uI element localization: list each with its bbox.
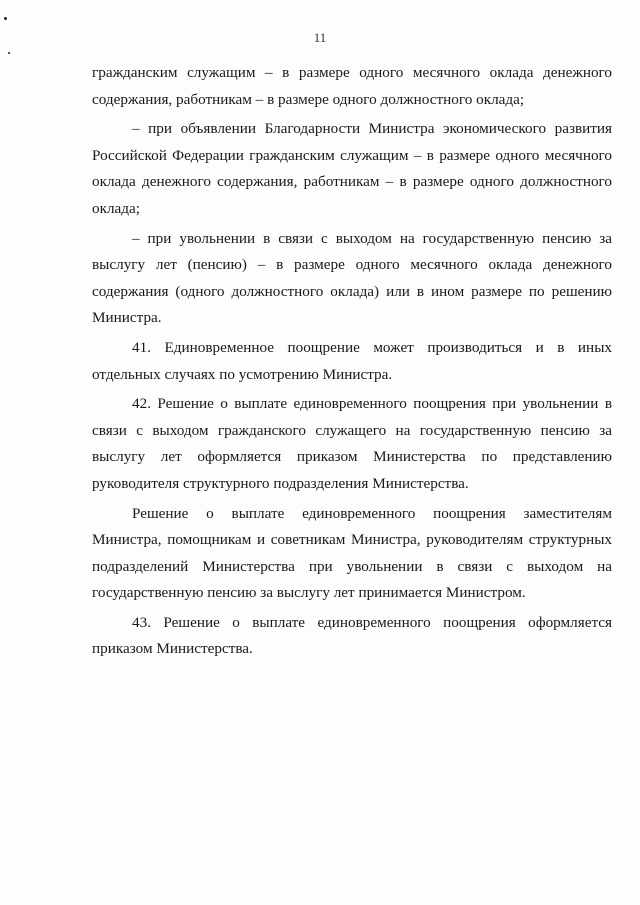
paragraph-item-42: 42. Решение о выплате единовременного поощрения при увольнении в связи с выходом гражданского служащего на государственную пенсию за выслугу лет оформляется приказом Министерства по представлению руководителя структурного подразделения Министерства. [92,395,612,492]
paragraph-bullet-gratitude: – при объявлении Благодарности Министра экономического развития Российской Федерации гражданским служащим – в размере одного месячного оклада денежного содержания, работникам – в размере одного должностного оклада; [92,120,612,217]
paragraph-item-43: 43. Решение о выплате единовременного поощрения оформляется приказом Министерства. [92,613,612,658]
paragraph-continuation: гражданским служащим – в размере одного месячного оклада денежного содержания, работникам – в размере одного должностного оклада; [92,64,612,108]
scan-speck [8,52,10,54]
paragraph-bullet-retirement: – при увольнении в связи с выходом на государственную пенсию за выслугу лет (пенсию) – в размере одного месячного оклада денежного содержания (одного должностного оклада) или в ином размере по решению Министра. [92,229,612,327]
scan-speck [4,17,7,20]
paragraph-decision-minister: Решение о выплате единовременного поощрения заместителям Министра, помощникам и советникам Министра, руководителям структурных подразделений Министерства при увольнении в связи с выходом на государственную пенсию за выслугу лет принимается Министром. [92,504,612,602]
paragraph-item-41: 41. Единовременное поощрение может производиться и в иных отдельных случаях по усмотрению Министра. [92,338,612,383]
page-number: 11 [313,30,327,45]
document-body [92,60,612,663]
